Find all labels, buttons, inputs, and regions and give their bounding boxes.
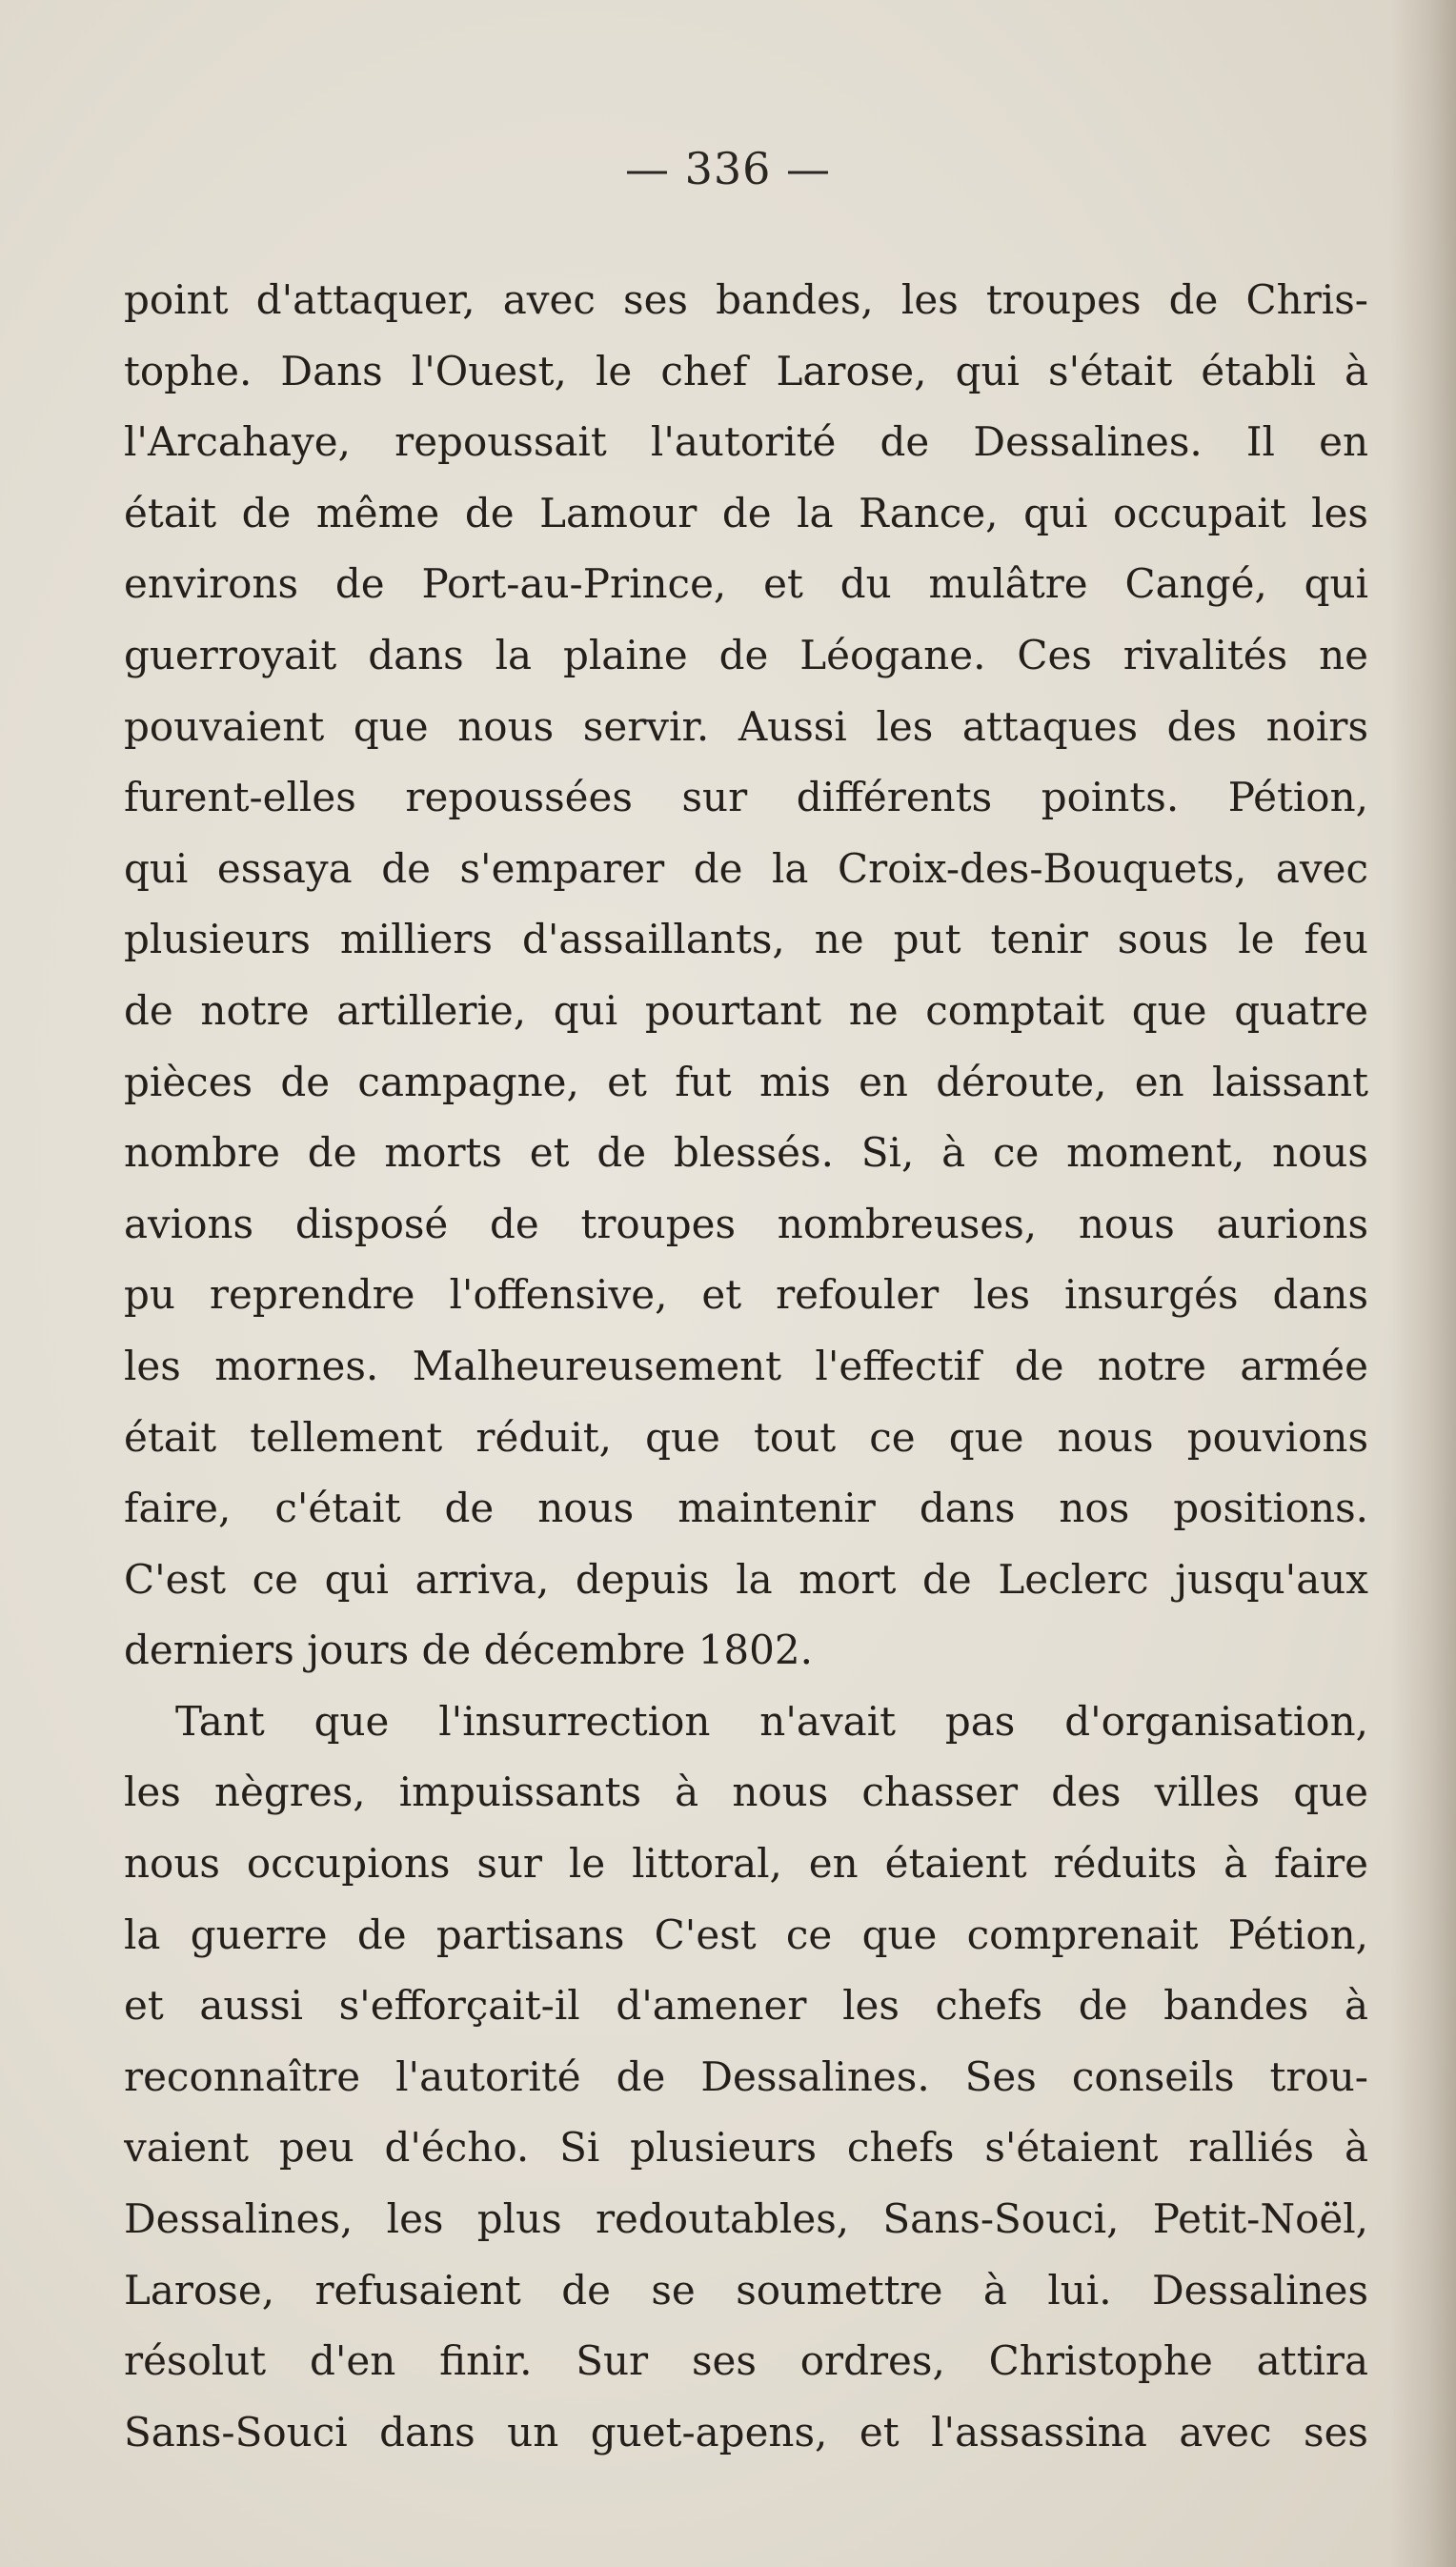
text-line: les mornes. Malheureusement l'effectif de notre armée bbox=[124, 1342, 1368, 1389]
text-line: guerroyait dans la plaine de Léogane. Ces rivalités ne bbox=[124, 631, 1368, 678]
page-number: — 336 — bbox=[624, 143, 832, 194]
text-line: C'est ce qui arriva, depuis la mort de Leclerc jusqu'aux bbox=[124, 1555, 1368, 1603]
text-line: pu reprendre l'offensive, et refouler les insurgés dans bbox=[124, 1271, 1368, 1319]
text-line: derniers jours de décembre 1802. bbox=[124, 1627, 813, 1674]
text-line: furent-elles repoussées sur différents points. Pétion, bbox=[124, 774, 1368, 821]
text-line: reconnaître l'autorité de Dessalines. Ses conseils trou- bbox=[124, 2052, 1368, 2100]
text-line: Dessalines, les plus redoutables, Sans-Souci, Petit-Noël, bbox=[124, 2195, 1368, 2243]
text-line: tophe. Dans l'Ouest, le chef Larose, qui s'était établi à bbox=[124, 347, 1368, 394]
text-line: avions disposé de troupes nombreuses, nous aurions bbox=[124, 1200, 1368, 1247]
text-line: était de même de Lamour de la Rance, qui occupait les bbox=[124, 489, 1368, 536]
text-line: Larose, refusaient de se soumettre à lui. Dessalines bbox=[124, 2266, 1368, 2314]
text-line: environs de Port-au-Prince, et du mulâtre Cangé, qui bbox=[124, 560, 1368, 608]
text-line: l'Arcahaye, repoussait l'autorité de Dessalines. Il en bbox=[124, 418, 1368, 466]
text-line: vaient peu d'écho. Si plusieurs chefs s'étaient ralliés à bbox=[124, 2124, 1368, 2172]
text-line: qui essaya de s'emparer de la Croix-des-Bouquets, avec bbox=[124, 844, 1368, 892]
text-line: les nègres, impuissants à nous chasser des villes que bbox=[124, 1769, 1368, 1816]
text-line: nombre de morts et de blessés. Si, à ce moment, nous bbox=[124, 1129, 1368, 1177]
text-line: Sans-Souci dans un guet-apens, et l'assassina avec ses bbox=[124, 2408, 1368, 2456]
text-line: résolut d'en finir. Sur ses ordres, Christophe attira bbox=[124, 2337, 1368, 2385]
text-line: la guerre de partisans C'est ce que comprenait Pétion, bbox=[124, 1910, 1368, 1958]
text-line: de notre artillerie, qui pourtant ne comptait que quatre bbox=[124, 986, 1368, 1034]
text-line: était tellement réduit, que tout ce que nous pouvions bbox=[124, 1413, 1368, 1461]
text-line: nous occupions sur le littoral, en étaient réduits à faire bbox=[124, 1840, 1368, 1888]
text-line: faire, c'était de nous maintenir dans nos positions. bbox=[124, 1485, 1368, 1532]
page-edge-shadow bbox=[1389, 0, 1456, 2567]
body-text bbox=[124, 265, 1368, 2468]
text-line: plusieurs milliers d'assaillants, ne put tenir sous le feu bbox=[124, 916, 1368, 963]
text-line: Tant que l'insurrection n'avait pas d'organisation, bbox=[175, 1697, 1368, 1745]
text-line: pièces de campagne, et fut mis en déroute, en laissant bbox=[124, 1058, 1368, 1105]
text-line: et aussi s'efforçait-il d'amener les chefs de bandes à bbox=[124, 1982, 1368, 2030]
text-line: pouvaient que nous servir. Aussi les attaques des noirs bbox=[124, 702, 1368, 750]
text-line: point d'attaquer, avec ses bandes, les troupes de Chris- bbox=[124, 276, 1368, 323]
